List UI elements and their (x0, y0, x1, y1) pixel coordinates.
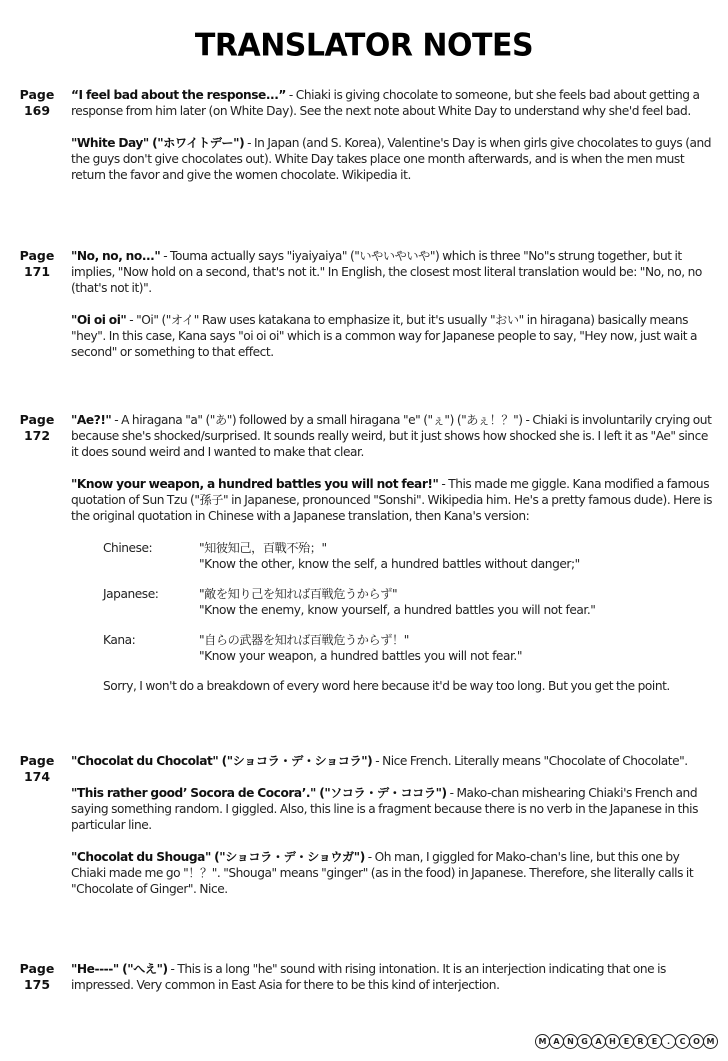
note-term: "No, no, no..." (71, 249, 161, 263)
watermark-letter: M (535, 1034, 550, 1049)
note-text: - Chiaki is giving chocolate to someone, but she feels bad about getting a response from him later (on White Day). See the next note about White Day to understand why she'd feel bad. (71, 88, 700, 118)
page-label (14, 412, 60, 444)
note-text: - "Oi" ("オイ" Raw uses katakana to emphasize it, but it's usually "おい" in hiragana) basically means "hey". In this case, Kana says "oi oi oi" which is a common way for Japanese people to say, "Hey now, just wait a second" or something to that effect. (71, 313, 698, 359)
quote-translation: "Know your weapon, a hundred battles you will not fear." (199, 649, 522, 663)
note-text: - Mako-chan mishearing Chiaki's French and saying something random. I giggled. Also, this line is a fragment because there is no verb in the Japanese in this particular line. (71, 786, 699, 832)
page-number: 172 (23, 428, 51, 443)
note-entry (71, 135, 716, 183)
quote-original: "敵を知り己を知れば百戦危うからず" (199, 587, 398, 601)
quotation-comparison (103, 540, 716, 664)
quote-row-japanese (103, 586, 716, 618)
closing-paragraph: Sorry, I won't do a breakdown of every word here because it'd be way too long. But you get the point. (103, 679, 670, 693)
page-word: Page (19, 961, 55, 976)
note-entry (71, 87, 716, 119)
page-number: 175 (23, 977, 51, 992)
note-term: "This rather good’ Socora de Cocora’." ("ソコラ・デ・ココラ") (71, 786, 447, 800)
note-text: - This is a long "he" sound with rising intonation. It is an interjection indicating that one is impressed. Very common in East Asia for there to be this kind of interjection. (71, 962, 666, 992)
page-word: Page (19, 753, 55, 768)
watermark-letter: C (675, 1034, 690, 1049)
page-title: TRANSLATOR NOTES (194, 27, 534, 64)
note-text: - Nice French. Literally means "Chocolate of Chocolate". (372, 754, 688, 768)
quote-translation: "Know the enemy, know yourself, a hundred battles you will not fear." (199, 603, 596, 617)
page-word: Page (19, 248, 55, 263)
page-label (14, 753, 60, 785)
note-term: "He----" ("へえ") (71, 962, 168, 976)
watermark-letter: H (605, 1034, 620, 1049)
page-label (14, 961, 60, 993)
note-term: "Ae?!" (71, 413, 112, 427)
note-term: "Know your weapon, a hundred battles you will not fear!" (71, 477, 439, 491)
note-entry (71, 849, 716, 897)
quote-language: Japanese: (103, 587, 159, 601)
quote-translation: "Know the other, know the self, a hundred battles without danger;" (199, 557, 580, 571)
watermark-letter: G (577, 1034, 592, 1049)
quote-row-kana (103, 632, 716, 664)
watermark-letter: E (619, 1034, 634, 1049)
page-number: 169 (23, 103, 51, 118)
watermark-letter: E (647, 1034, 662, 1049)
note-term: "Oi oi oi" (71, 313, 127, 327)
note-term: “I feel bad about the response...” (71, 88, 286, 102)
watermark-letter: A (591, 1034, 606, 1049)
note-entry (71, 412, 716, 460)
note-term: "White Day" ("ホワイトデー") (71, 136, 245, 150)
page-number: 174 (23, 769, 51, 784)
page-word: Page (19, 412, 55, 427)
quote-row-chinese (103, 540, 716, 572)
note-entry (71, 961, 716, 993)
note-text: - In Japan (and S. Korea), Valentine's Day is when girls give chocolates to guys (and the guys don't give chocolates out). White Day takes place one month afterwards, and is when the men must return the favor and give the women chocolate. Wikipedia it. (71, 136, 712, 182)
watermark-letter: O (689, 1034, 704, 1049)
quote-language: Kana: (103, 633, 136, 647)
watermark-letter: . (661, 1034, 676, 1049)
page-word: Page (19, 87, 55, 102)
note-term: "Chocolat du Chocolat" ("ショコラ・デ・ショコラ") (71, 754, 373, 768)
notes-list (71, 412, 716, 710)
note-entry (71, 753, 716, 769)
watermark-letter: R (633, 1034, 648, 1049)
notes-list (71, 753, 716, 913)
notes-list (71, 87, 716, 199)
watermark-letter: A (549, 1034, 564, 1049)
note-entry (71, 785, 716, 833)
note-text: - This made me giggle. Kana modified a famous quotation of Sun Tzu ("孫子" in Japanese, pronounced "Sonshi". Wikipedia him. He's a pretty famous dude). Here is the original quotation in Chinese with a Japanese translation, then Kana's version: (71, 477, 713, 523)
quote-original: "自らの武器を知れば百戦危うからず！" (199, 633, 409, 647)
page-label (14, 248, 60, 280)
watermark-logo (536, 1034, 718, 1049)
page-number: 171 (23, 264, 51, 279)
note-entry (71, 248, 716, 296)
note-entry (71, 476, 716, 524)
quote-language: Chinese: (103, 541, 153, 555)
note-text: - Oh man, I giggled for Mako-chan's line, but this one by Chiaki made me go "！？". "Shouga" means "ginger" (as in the food) in Japanese. Therefore, she literally calls it "Chocolate of Ginger". Nice. (71, 850, 694, 896)
page-label (14, 87, 60, 119)
notes-list (71, 248, 716, 376)
note-text: - Touma actually says "iyaiyaiya" ("いやいやいや") which is three "No"s strung together, but it implies, "Now hold on a second, that's not it." In English, the closest most literal translation would be: "No, no, no (that's not it)". (71, 249, 702, 295)
quote-original: "知彼知己，百戰不殆；" (199, 541, 327, 555)
note-entry (71, 312, 716, 360)
watermark-letter: M (703, 1034, 718, 1049)
note-term: "Chocolat du Shouga" ("ショコラ・デ・ショウガ") (71, 850, 365, 864)
watermark-letter: N (563, 1034, 578, 1049)
note-text: - A hiragana "a" ("あ") followed by a small hiragana "e" ("ぇ") ("あぇ！？") - Chiaki is involuntarily crying out because she's shocked/surprised. It sounds really weird, but it just shows how shocked she is. I left it as "Ae" since it does sound weird and I wanted to make that clear. (71, 413, 712, 459)
notes-list (71, 961, 716, 1009)
